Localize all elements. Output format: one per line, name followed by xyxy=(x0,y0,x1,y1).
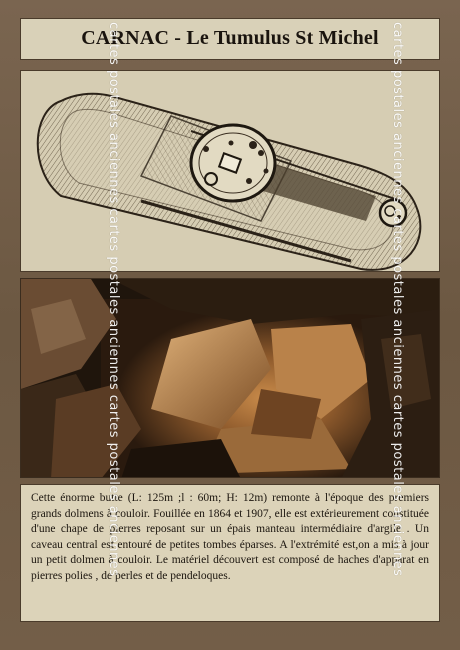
title-panel xyxy=(20,18,440,60)
tumulus-plan-panel xyxy=(20,70,440,272)
watermark-right: cartes postales anciennes cartes postales anciennes cartes postales anciennes xyxy=(390,22,405,577)
dolmen-chamber-photo xyxy=(21,279,440,478)
watermark-left: cartes postales anciennes cartes postales anciennes cartes postales anciennes xyxy=(106,22,121,577)
page-title: CARNAC - Le Tumulus St Michel xyxy=(81,27,379,49)
caption-text: Cette énorme butte (L: 125m ;l : 60m; H: 12m) remonte à l'époque des premiers grands dolmens à couloir. Fouillée en 1864 et 1907, elle est extérieurement constituée d'une chape de pierres reposant sur un épais manteau intermédiaire d'argile . Un caveau central est entouré de petites tombes éparses. A l'extrémité est,on a mis à jour un petit dolmen à couloir. Le matériel découvert est composé de haches d'apparat en pierres polies , de perles et de pendeloques. xyxy=(31,492,429,582)
dolmen-photo-panel xyxy=(20,278,440,478)
caption-panel xyxy=(20,484,440,622)
tumulus-plan-drawing xyxy=(21,71,440,272)
